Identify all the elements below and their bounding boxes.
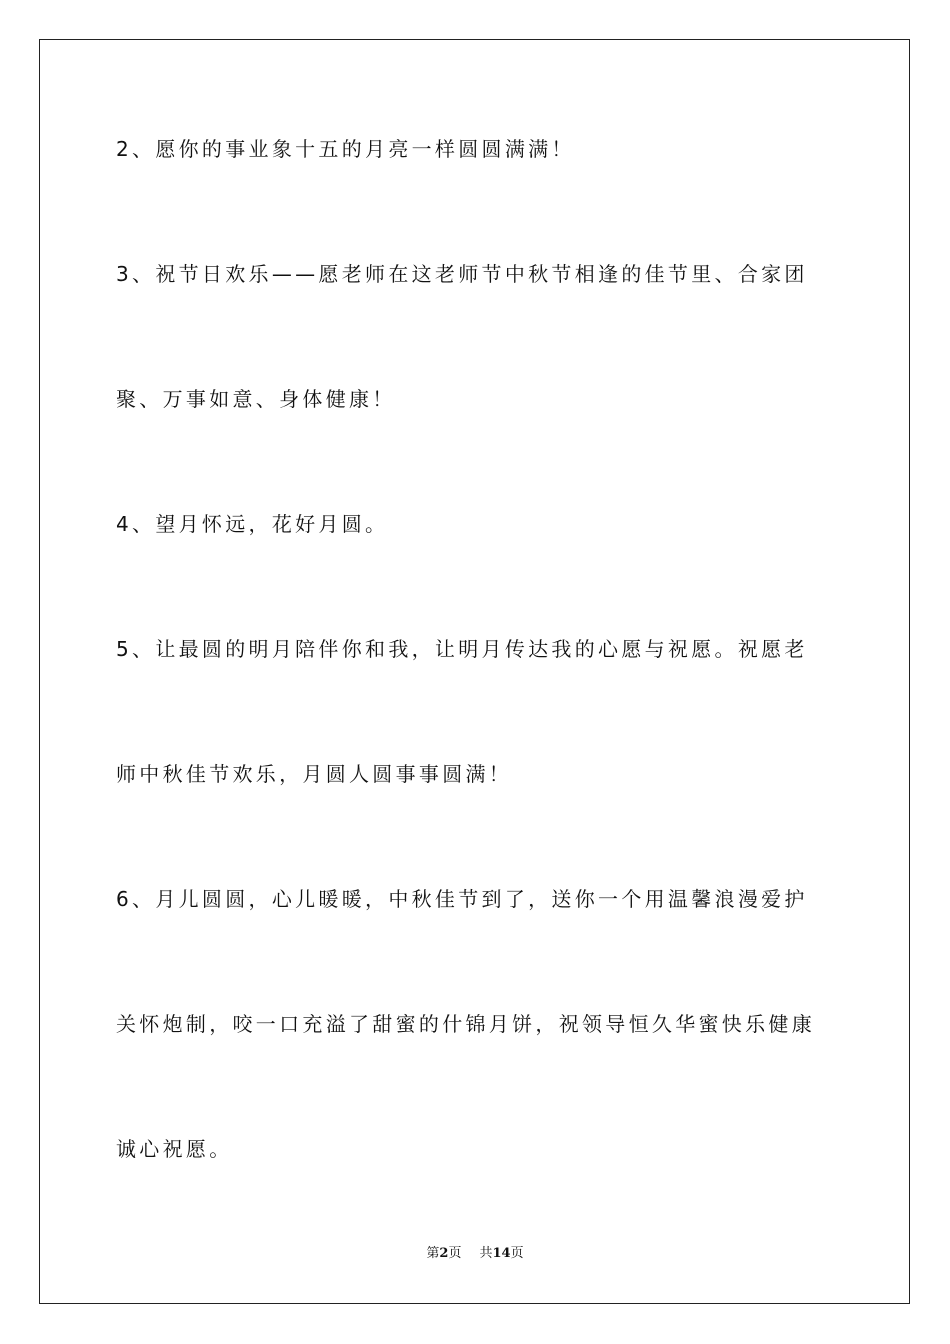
text-line-9: 诚心祝愿。 — [116, 1137, 233, 1161]
footer-page-suffix: 页 — [448, 1246, 462, 1261]
page-border — [39, 39, 910, 1304]
page-footer — [0, 1246, 950, 1262]
footer-total-pages: 14 — [492, 1246, 511, 1261]
footer-page-prefix: 第 — [426, 1246, 440, 1261]
text-line-4: 4、望月怀远，花好月圆。 — [116, 512, 389, 536]
text-line-7: 6、月儿圆圆，心儿暖暖，中秋佳节到了，送你一个用温馨浪漫爱护 — [116, 887, 808, 911]
footer-total-prefix: 共 — [479, 1246, 493, 1261]
footer-total-suffix: 页 — [510, 1246, 524, 1261]
text-line-8: 关怀炮制，咬一口充溢了甜蜜的什锦月饼，祝领导恒久华蜜快乐健康 — [116, 1012, 815, 1036]
text-line-3: 聚、万事如意、身体健康！ — [116, 387, 396, 411]
footer-page-number: 2 — [439, 1246, 449, 1261]
text-line-5: 5、让最圆的明月陪伴你和我，让明月传达我的心愿与祝愿。祝愿老 — [116, 637, 808, 661]
text-line-1: 2、愿你的事业象十五的月亮一样圆圆满满！ — [116, 137, 575, 161]
text-line-2: 3、祝节日欢乐——愿老师在这老师节中秋节相逢的佳节里、合家团 — [116, 262, 808, 286]
text-line-6: 师中秋佳节欢乐，月圆人圆事事圆满！ — [116, 762, 513, 786]
